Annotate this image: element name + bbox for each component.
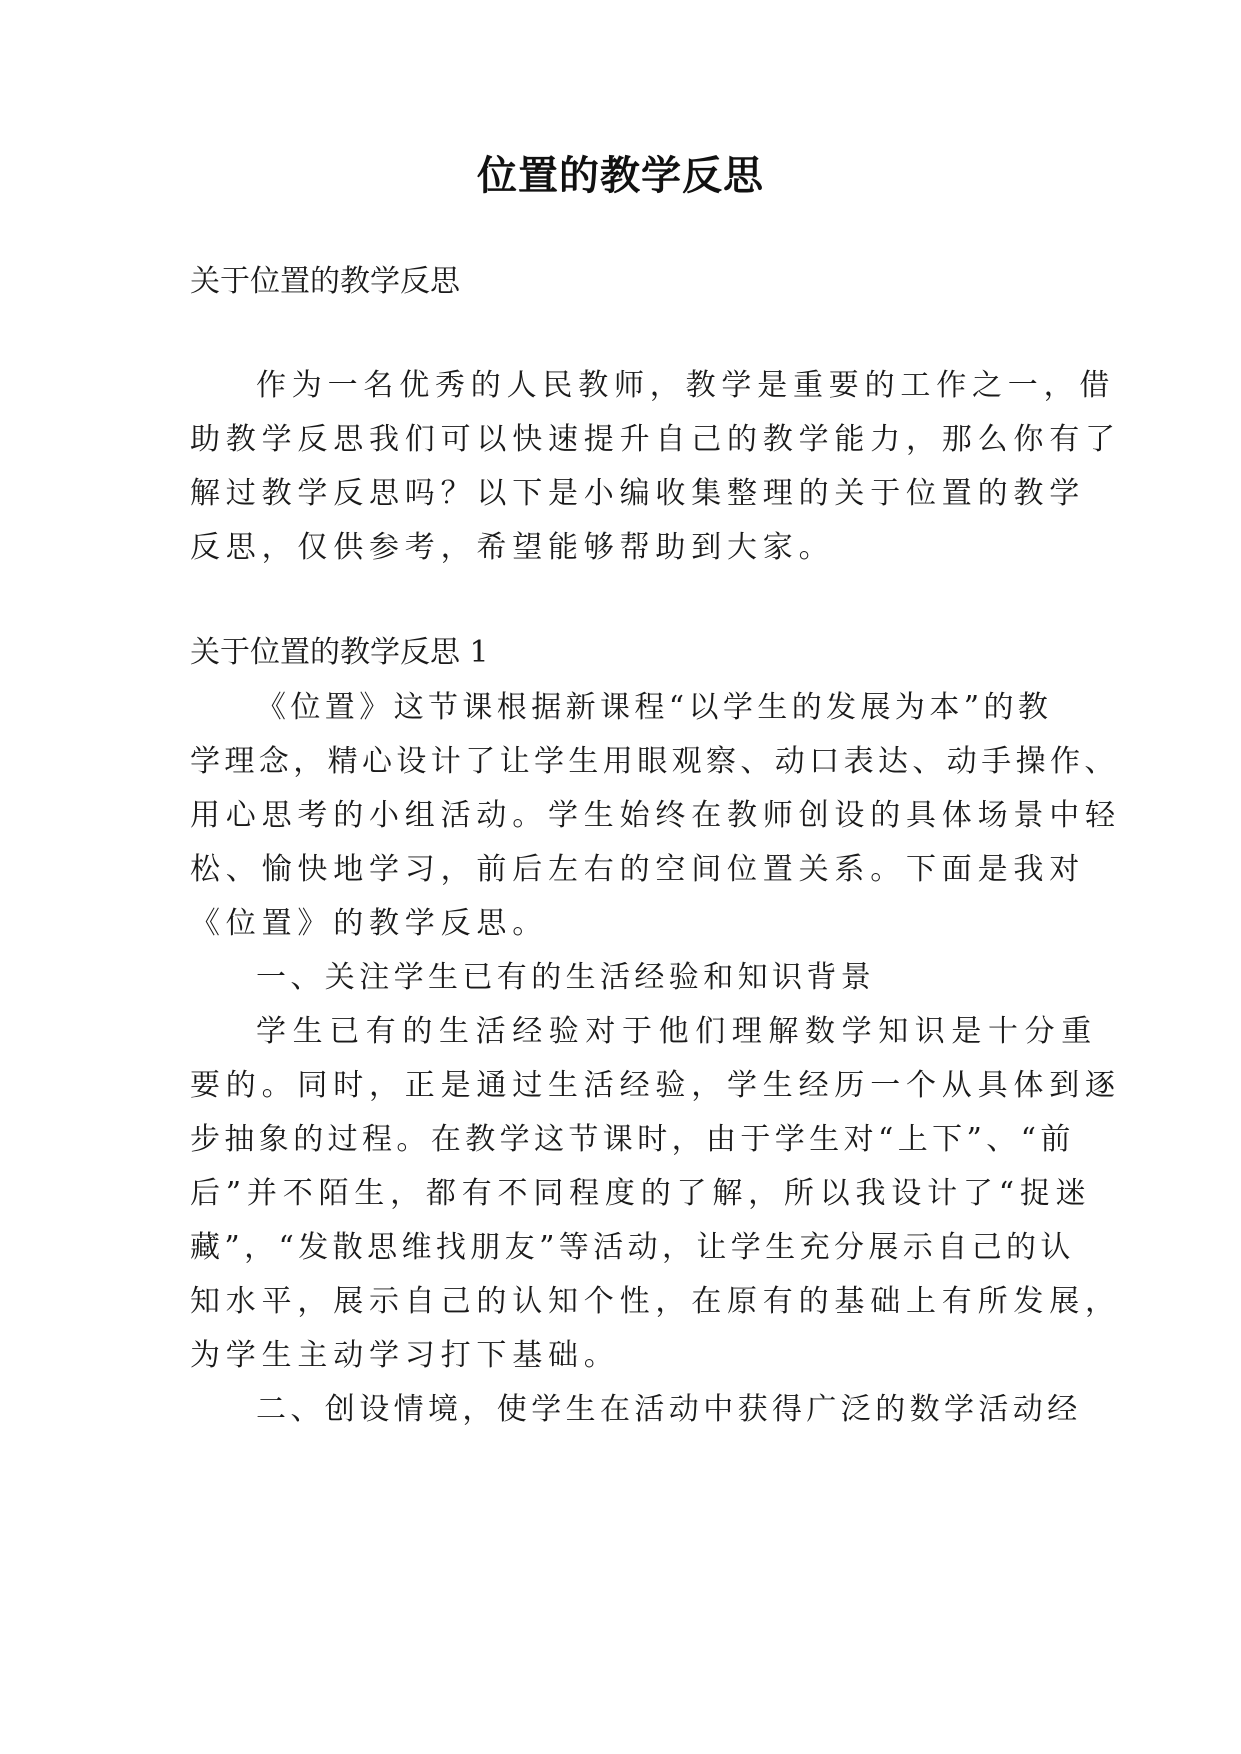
para1-line-4: 松、愉快地学习，前后左右的空间位置关系。下面是我对 — [190, 852, 1085, 887]
para2-line-7: 为学生主动学习打下基础。 — [190, 1338, 620, 1373]
para2-line-6: 知水平，展示自己的认知个性，在原有的基础上有所发展， — [190, 1284, 1121, 1319]
intro-line-2: 助教学反思我们可以快速提升自己的教学能力，那么你有了 — [190, 422, 1121, 457]
subtitle: 关于位置的教学反思 — [190, 264, 460, 299]
para1-line-1: 《位置》这节课根据新课程“以学生的发展为本”的教 — [256, 690, 1053, 725]
intro-line-1: 作为一名优秀的人民教师，教学是重要的工作之一，借 — [256, 368, 1116, 403]
point-heading-2: 二、创设情境，使学生在活动中获得广泛的数学活动经 — [256, 1392, 1082, 1427]
document-title: 位置的教学反思 — [477, 152, 764, 199]
para1-line-5: 《位置》的教学反思。 — [190, 906, 548, 941]
para2-line-3: 步抽象的过程。在教学这节课时，由于学生对“上下”、“前 — [190, 1122, 1075, 1157]
para2-line-2: 要的。同时，正是通过生活经验，学生经历一个从具体到逐 — [190, 1068, 1121, 1103]
point-heading-1: 一、关注学生已有的生活经验和知识背景 — [256, 960, 876, 995]
para1-line-3: 用心思考的小组活动。学生始终在教师创设的具体场景中轻 — [190, 798, 1121, 833]
para2-line-1: 学生已有的生活经验对于他们理解数学知识是十分重 — [256, 1014, 1098, 1049]
para1-line-2: 学理念，精心设计了让学生用眼观察、动口表达、动手操作、 — [190, 744, 1119, 779]
para2-line-5: 藏”，“发散思维找朋友”等活动，让学生充分展示自己的认 — [190, 1230, 1075, 1265]
section-heading-1: 关于位置的教学反思 1 — [190, 635, 489, 670]
intro-line-3: 解过教学反思吗？以下是小编收集整理的关于位置的教学 — [190, 476, 1085, 511]
intro-line-4: 反思，仅供参考，希望能够帮助到大家。 — [190, 530, 835, 565]
para2-line-4: 后”并不陌生，都有不同程度的了解，所以我设计了“捉迷 — [190, 1176, 1092, 1211]
